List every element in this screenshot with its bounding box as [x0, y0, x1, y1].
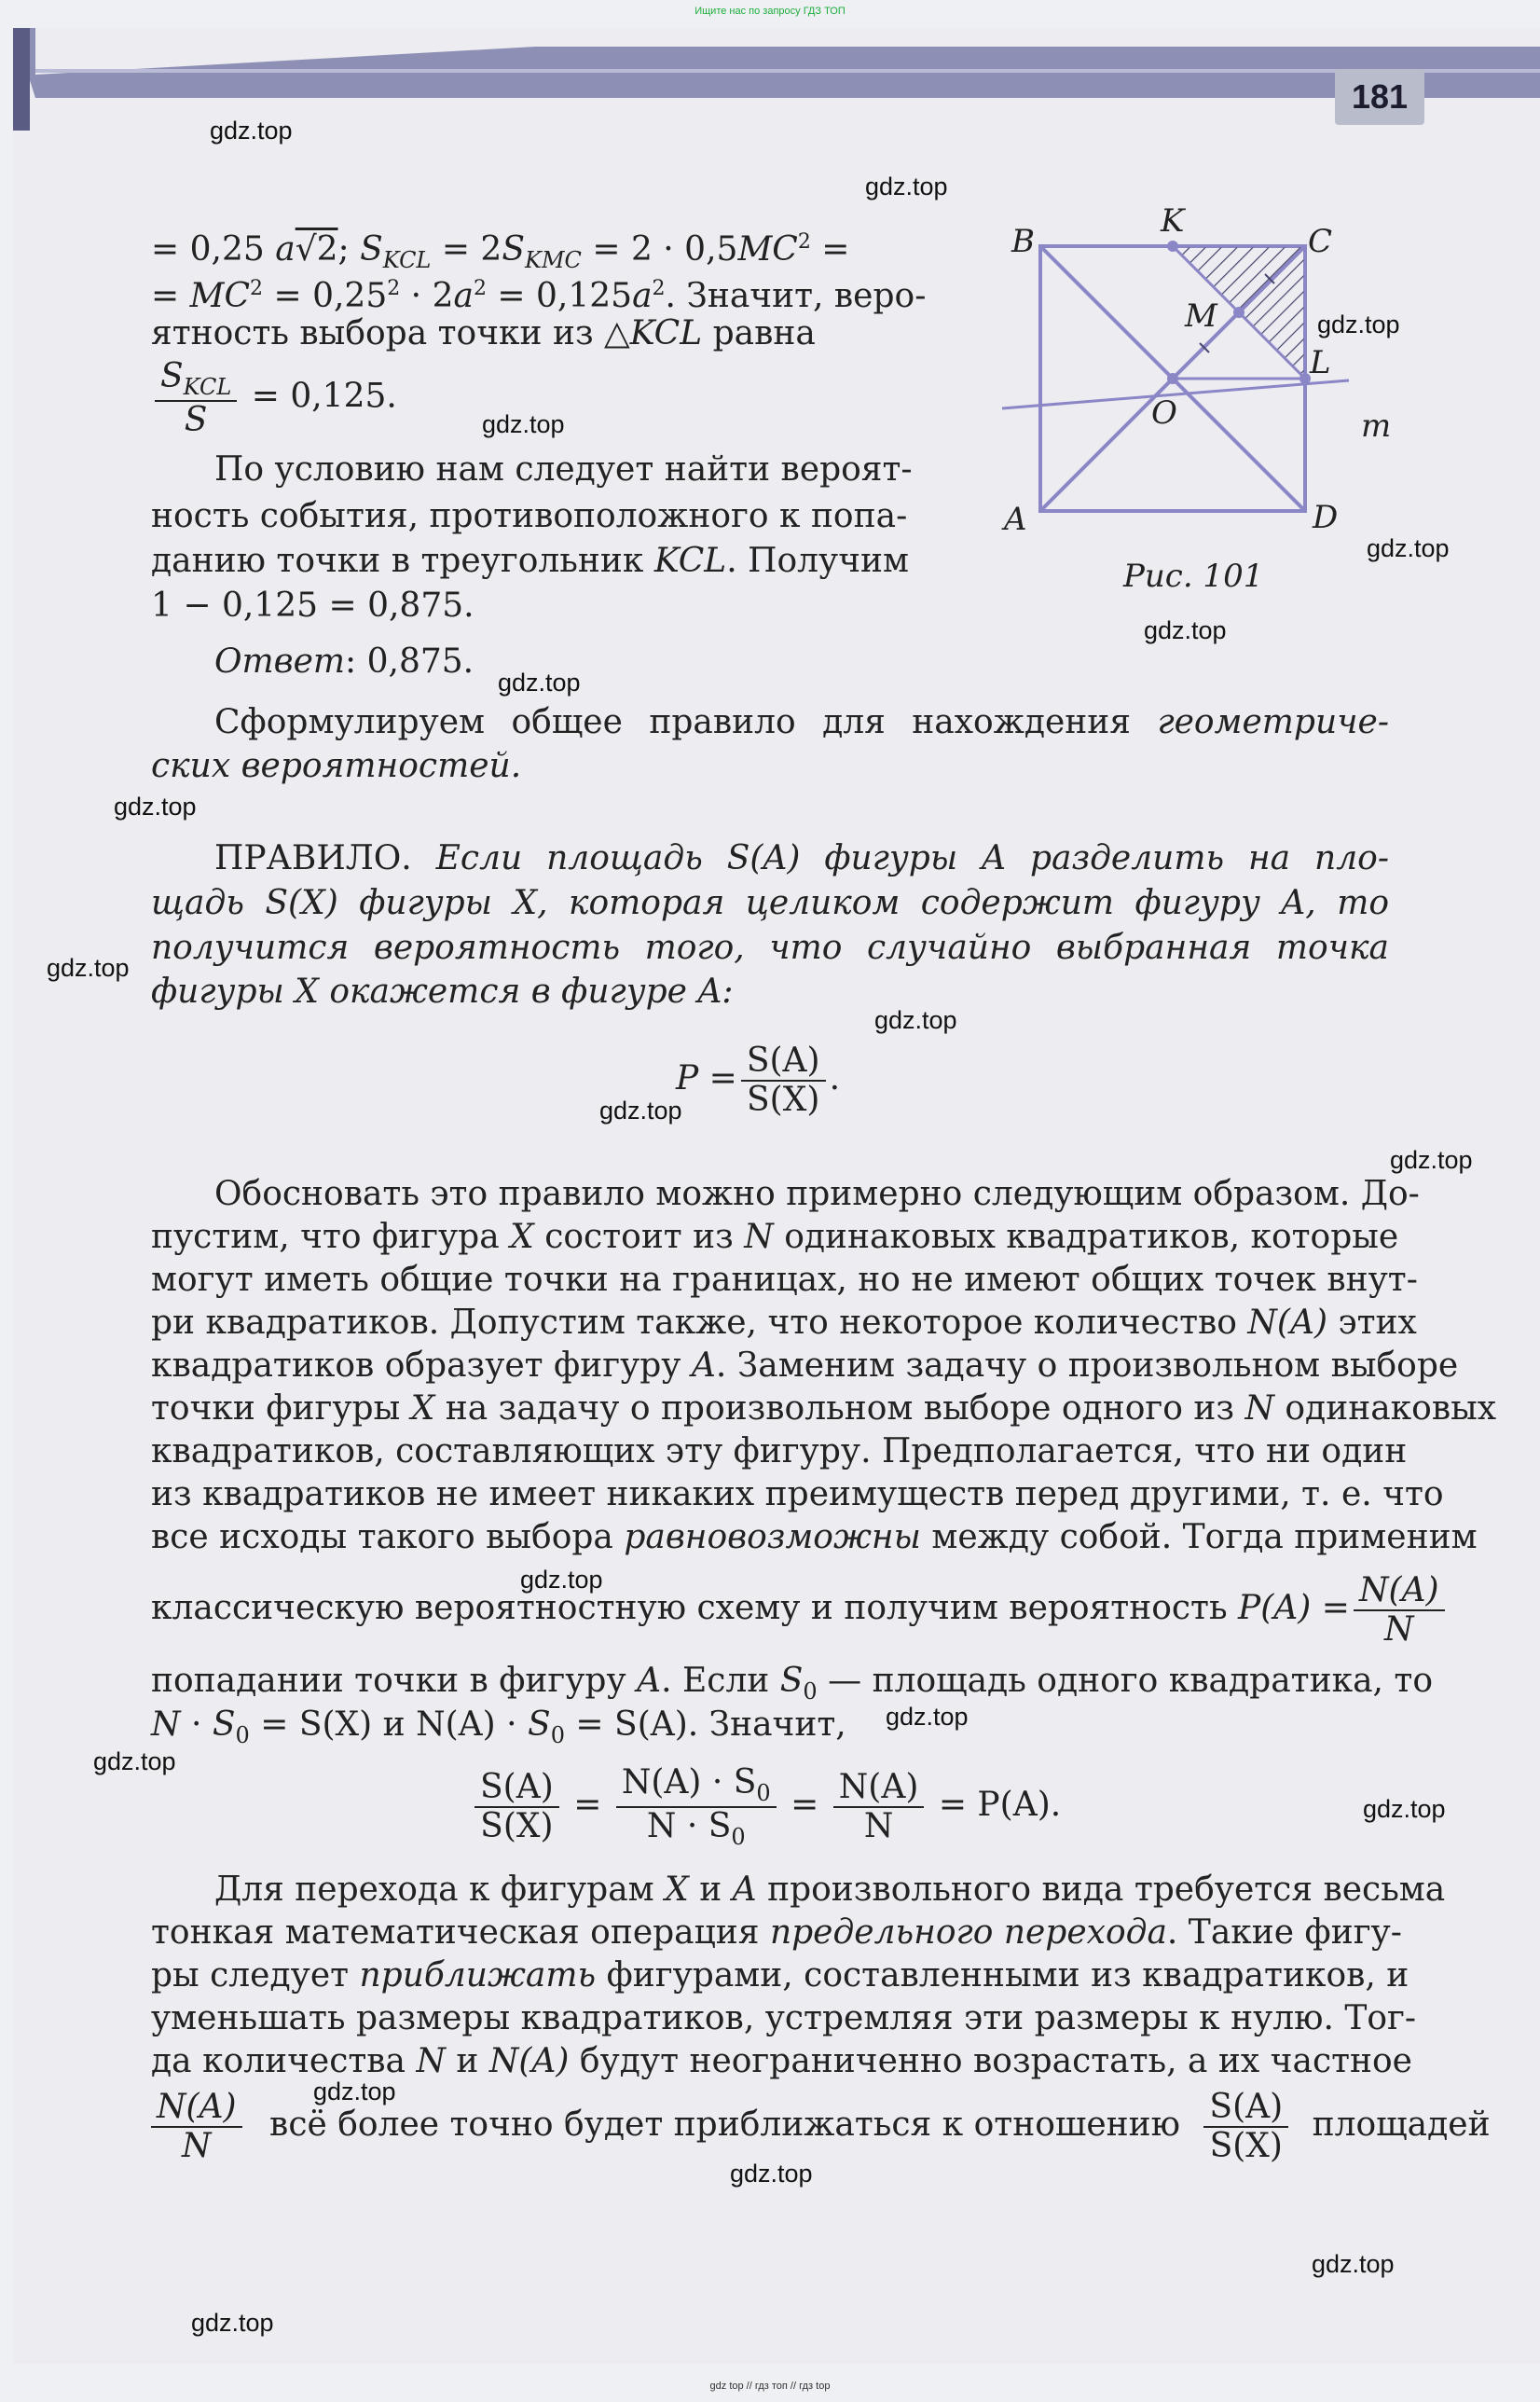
text-line: точки фигуры X на задачу о произвольном выборе одного из N одинаковых [151, 1389, 1497, 1428]
answer-line: Ответ: 0,875. [214, 642, 474, 681]
bottom-note: gdz top // гдз топ // гдз top [709, 2381, 831, 2392]
watermark: gdz.top [1312, 2250, 1395, 2278]
text-line: Обосновать это правило можно примерно следующим образом. До- [214, 1175, 1420, 1213]
watermark: gdz.top [865, 173, 948, 200]
probability-fraction-line: $\frac{S_{KCL}}{S}$ = 0,125. [151, 358, 397, 439]
figure-caption: Рис. 101 [1123, 558, 1264, 595]
watermark: gdz.top [191, 2309, 274, 2337]
text-line: квадратиков образует фигуру A. Заменим задачу о произвольном выборе [151, 1346, 1459, 1385]
text-line: попадании точки в фигуру A. Если $S_0$ — площадь одного квадратика, то [151, 1662, 1434, 1705]
text-line: из квадратиков не имеет никаких преимуществ перед другими, т. е. что [151, 1475, 1444, 1513]
watermark: gdz.top [1390, 1146, 1473, 1174]
text-line: ность события, противоположного к попа- [151, 497, 908, 535]
text-line: да количества N и N(A) будут неограниченно возрастать, а их частное [151, 2042, 1412, 2080]
fraction: $\frac{S_{KCL}}{S}$ [155, 358, 237, 439]
watermark: gdz.top [482, 410, 565, 438]
text-line: ри квадратиков. Допустим также, что некоторое количество N(A) этих [151, 1304, 1417, 1342]
watermark: gdz.top [886, 1703, 969, 1731]
text-line: могут иметь общие точки на границах, но не имеют общих точек внут- [151, 1261, 1418, 1299]
text-line: 1 − 0,125 = 0,875. [151, 587, 474, 625]
text-line: $N \cdot S_0 = S(X)$ и $N(A) \cdot S_0 = S(A)$. Значит, [151, 1705, 846, 1749]
text-line: классическую вероятностную схему и получим вероятность P(A) = $\frac{N(A)}{N}$ [151, 1572, 1449, 1649]
watermark: gdz.top [1317, 311, 1400, 338]
label-m: m [1361, 407, 1392, 445]
rule-line: получится вероятность того, что случайно выбранная точка [151, 929, 1389, 967]
text-line: По условию нам следует найти вероят- [214, 450, 913, 489]
watermark: gdz.top [1144, 616, 1227, 644]
watermark: gdz.top [210, 117, 293, 145]
label-D: D [1313, 499, 1339, 536]
text-line: квадратиков, составляющих эту фигуру. Предполагается, что ни один [151, 1432, 1408, 1470]
fraction: $\frac{N(A)}{N}$ [1354, 1572, 1445, 1649]
label-C: C [1308, 223, 1333, 260]
header-band [13, 28, 1540, 131]
label-B: B [1011, 223, 1035, 260]
watermark: gdz.top [114, 793, 197, 821]
rule-formula: P = $\frac{S(A)}{S(X)}$ . [676, 1042, 841, 1119]
text-line: пустим, что фигура X состоит из N одинаковых квадратиков, которые [151, 1218, 1399, 1256]
watermark: gdz.top [1363, 1795, 1446, 1823]
watermark: gdz.top [47, 954, 130, 982]
text-line: данию точки в треугольник KCL. Получим [151, 542, 910, 580]
rule-line: фигуры X окажется в фигуре A: [151, 973, 734, 1011]
rule-line: щадь S(X) фигуры X, которая целиком содержит фигуру A, то [151, 884, 1389, 922]
watermark: gdz.top [498, 669, 581, 697]
text-line: = 0,25 a√2; $S_{KCL} = 2S_{KMC} = 2 \cdot 0,5MC^2$ = [151, 230, 850, 274]
text-line: ры следует приближать фигурами, составленными из квадратиков, и [151, 1956, 1409, 1995]
text-line: $\frac{N(A)}{N}$ всё более точно будет приближаться к отношению $\frac{S(A)}{S(X)}$ площадей [151, 2089, 1389, 2165]
text-line: ских вероятностей. [151, 747, 522, 785]
text-line: Для перехода к фигурам X и A произвольного вида требуется весьма [214, 1871, 1446, 1909]
text-line: = $MC^2 = 0,25^2 \cdot 2a^2 = 0,125a^2$. Значит, веро- [151, 277, 927, 315]
label-M: M [1185, 297, 1217, 335]
watermark: gdz.top [599, 1097, 682, 1125]
text-line: все исходы такого выбора равновозможны между собой. Тогда применим [151, 1518, 1478, 1556]
derivation-formula: $\frac{S(A)}{S(X)}$ = $\frac{N(A) \cdot S_0}{N \cdot S_0}$ = $\frac{N(A)}{N}$ = P(A). [471, 1764, 1061, 1850]
label-O: O [1151, 394, 1177, 432]
text-line: тонкая математическая операция предельного перехода. Такие фигу- [151, 1913, 1402, 1952]
watermark: gdz.top [313, 2078, 396, 2105]
watermark: gdz.top [874, 1006, 957, 1034]
rule-line: ПРАВИЛО. Если площадь S(A) фигуры A разделить на пло- [214, 839, 1389, 877]
watermark: gdz.top [1367, 534, 1450, 562]
watermark: gdz.top [520, 1566, 603, 1594]
label-L: L [1310, 344, 1331, 381]
watermark: gdz.top [730, 2160, 813, 2188]
page-number: 181 [1335, 69, 1424, 125]
text-line: ятность выбора точки из △KCL равна [151, 314, 816, 352]
text-line: уменьшать размеры квадратиков, устремляя эти размеры к нулю. Тог- [151, 1999, 1417, 2037]
label-K: K [1161, 202, 1185, 240]
watermark: gdz.top [93, 1747, 176, 1775]
top-search-note: Ищите нас по запросу ГДЗ ТОП [694, 6, 846, 17]
label-A: A [1004, 501, 1027, 538]
text-line: Сформулируем общее правило для нахождения геометриче- [214, 703, 1389, 741]
